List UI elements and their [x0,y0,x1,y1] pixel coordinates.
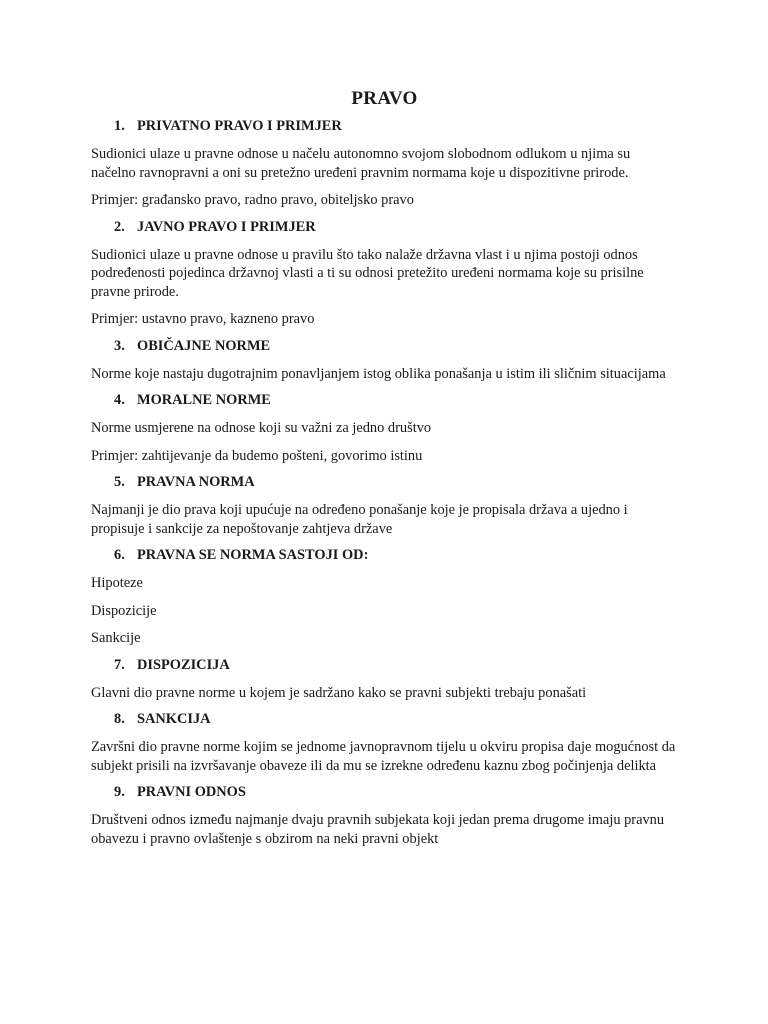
section-heading-text: OBIČAJNE NORME [137,337,271,354]
paragraph: Norme koje nastaju dugotrajnim ponavljanjem istog oblika ponašanja u istim ili sličnim situacijama [91,365,666,382]
section-number: 1. [114,118,125,134]
section-heading [91,547,678,564]
section-heading [91,219,678,236]
section-number: 2. [114,218,125,235]
paragraph: Primjer: ustavno pravo, kazneno pravo [91,311,315,327]
paragraph: Primjer: građansko pravo, radno pravo, obiteljsko pravo [91,192,414,208]
section-heading-text: MORALNE NORME [137,392,271,408]
paragraph: Sudionici ulaze u pravne odnose u načelu autonomno svojom slobodnom odlukom u njima su načelno ravnopravni a oni su pretežno uređeni pravnim normama koje u dispozitivne prirode. [91,146,631,181]
section-number: 6. [114,547,125,563]
section-heading [91,118,678,135]
section-number: 7. [114,656,125,673]
section-number: 3. [114,337,125,354]
paragraph: Završni dio pravne norme kojim se jednome javnopravnom tijelu u okviru propisa daje mogućnost da subjekt prisili na izvršavanje obaveze ili da mu se izrekne određenu kaznu zbog počinjenja delikta [91,739,676,774]
paragraph: Najmanji je dio prava koji upućuje na određeno ponašanje koje je propisala država a ujedno i propisuje i sankcije za nepoštovanje zahtjeva države [91,502,628,537]
paragraph: Glavni dio pravne norme u kojem je sadržano kako se pravni subjekti trebaju ponašati [91,684,587,701]
paragraph: Norme usmjerene na odnose koji su važni za jedno društvo [91,420,432,436]
document-title: PRAVO [351,88,418,109]
section-heading [91,657,678,674]
paragraph: Primjer: zahtijevanje da budemo pošteni, govorimo istinu [91,447,423,464]
section-heading [91,784,678,801]
section-heading-text: PRAVNA SE NORMA SASTOJI OD: [137,547,369,563]
section-heading-text: PRAVNI ODNOS [137,784,246,800]
section-heading [91,474,678,491]
paragraph: Sudionici ulaze u pravne odnose u pravilu što tako nalaže državna vlast i u njima postoji odnos podređenosti pojedinca državnoj vlasti a ti su odnosi pretežito uređeni normama koje su prisilne pravne prirode. [91,246,644,300]
section-number: 8. [114,711,125,727]
section-heading-text: PRAVNA NORMA [137,474,255,490]
section-heading [91,338,678,355]
paragraph: Hipoteze [91,575,143,591]
section-number: 5. [114,474,125,490]
paragraph: Sankcije [91,630,141,646]
section-heading-text: PRIVATNO PRAVO I PRIMJER [137,118,342,134]
section-heading-text: DISPOZICIJA [137,656,230,673]
section-number: 9. [114,784,125,800]
section-heading-text: JAVNO PRAVO I PRIMJER [137,218,316,235]
section-heading [91,392,678,409]
section-number: 4. [114,392,125,408]
section-heading-text: SANKCIJA [137,711,211,727]
paragraph: Dispozicije [91,602,157,619]
section-heading [91,711,678,728]
paragraph: Društveni odnos između najmanje dvaju pravnih subjekata koji jedan prema drugome imaju pravnu obavezu i pravno ovlaštenje s obzirom na neki pravni objekt [91,812,665,847]
